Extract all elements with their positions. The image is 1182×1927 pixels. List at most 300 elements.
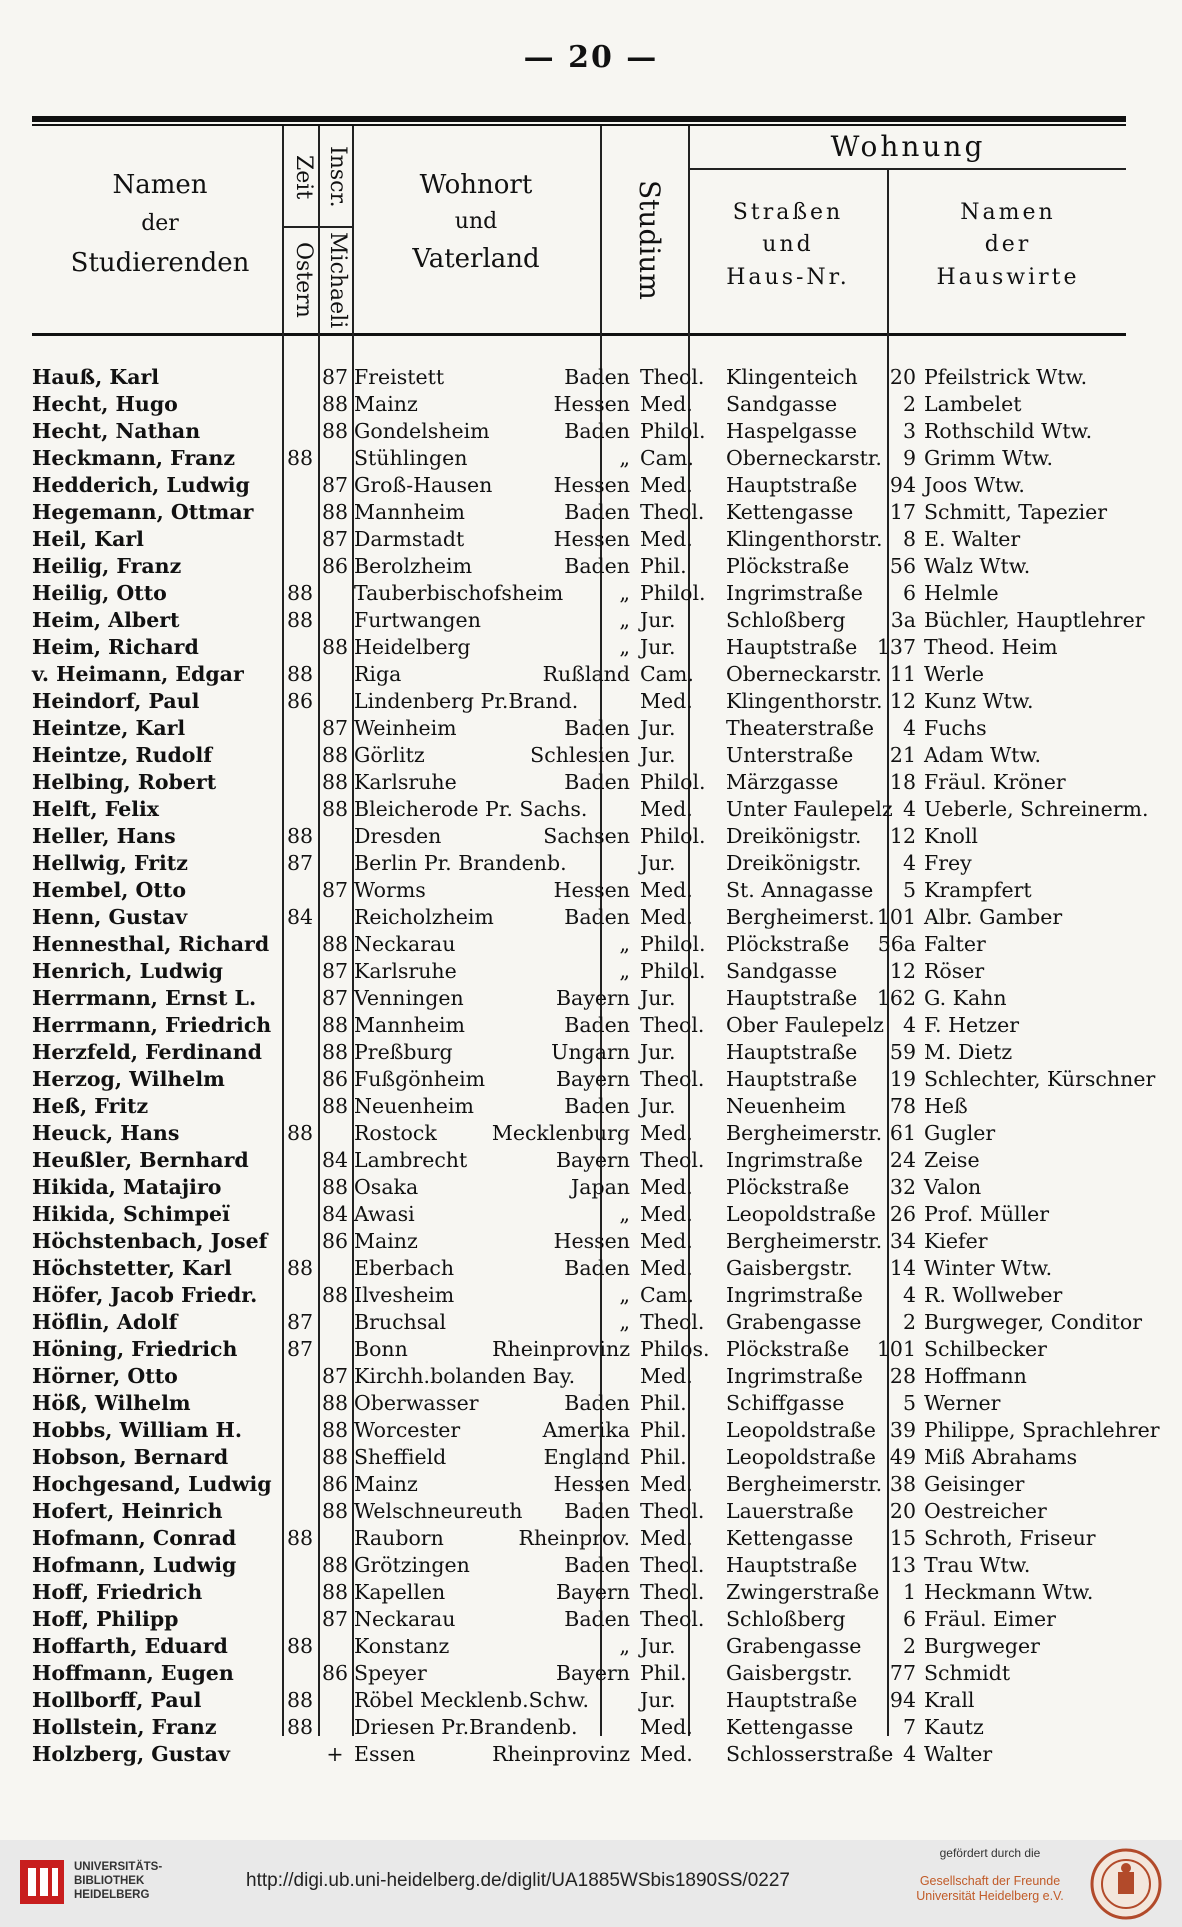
street: Plöckstraße xyxy=(726,1337,850,1361)
street: Plöckstraße xyxy=(726,932,850,956)
field-of-study: Med. xyxy=(640,392,693,416)
home-country: Sachsen xyxy=(543,824,630,848)
street: Leopoldstraße xyxy=(726,1445,876,1469)
street: Gaisbergstr. xyxy=(726,1256,853,1280)
student-name: Heintze, Rudolf xyxy=(32,743,213,767)
table-row xyxy=(32,1120,1132,1147)
inscr-ostern: 88 xyxy=(286,1715,314,1739)
student-name: Hoffarth, Eduard xyxy=(32,1634,228,1658)
hometown: Fußgönheim xyxy=(354,1067,486,1091)
field-of-study: Med. xyxy=(640,1229,693,1253)
header-hauswirte-sub: Hauswirte xyxy=(936,264,1080,290)
street: Oberneckarstr. xyxy=(726,446,882,470)
library-name-line: HEIDELBERG xyxy=(74,1889,150,1901)
home-country: Japan xyxy=(571,1175,630,1199)
field-of-study: Theol. xyxy=(640,1607,705,1631)
hometown: Weinheim xyxy=(354,716,457,740)
inscr-michaeli: 87 xyxy=(321,986,349,1010)
header-wohnort-und: und xyxy=(454,209,498,235)
university-seal-icon xyxy=(1090,1848,1162,1920)
permalink-url[interactable]: http://digi.ub.uni-heidelberg.de/diglit/UA1885WSbis1890SS/0227 xyxy=(246,1870,790,1891)
field-of-study: Phil. xyxy=(640,1661,687,1685)
landlord: E. Walter xyxy=(924,527,1021,551)
inscr-ostern: 87 xyxy=(286,851,314,875)
hometown: Venningen xyxy=(354,986,464,1010)
house-number: 12 xyxy=(889,959,916,983)
field-of-study: Theol. xyxy=(640,365,705,389)
street: Hauptstraße xyxy=(726,635,858,659)
header-ostern: Ostern xyxy=(291,242,316,318)
house-number: 101 xyxy=(876,905,916,929)
table-row xyxy=(32,1012,1132,1039)
home-country: Rheinprov. xyxy=(518,1526,630,1550)
table-row xyxy=(32,607,1145,634)
student-name: Heil, Karl xyxy=(32,527,144,551)
student-name: Hofmann, Ludwig xyxy=(32,1553,237,1577)
home-country: Baden xyxy=(564,500,630,524)
hometown: Mainz xyxy=(354,1229,418,1253)
inscr-ostern: 88 xyxy=(286,581,314,605)
house-number: 56 xyxy=(889,554,916,578)
field-of-study: Theol. xyxy=(640,500,705,524)
hometown: Mainz xyxy=(354,392,418,416)
inscr-michaeli: 88 xyxy=(321,1553,349,1577)
house-number: 18 xyxy=(889,770,916,794)
home-country: Hessen xyxy=(553,527,630,551)
landlord: Fuchs xyxy=(924,716,987,740)
field-of-study: Theol. xyxy=(640,1310,705,1334)
student-name: Hoff, Friedrich xyxy=(32,1580,203,1604)
inscr-ostern: 84 xyxy=(286,905,314,929)
field-of-study: Phil. xyxy=(640,1445,687,1469)
field-of-study: Phil. xyxy=(640,554,687,578)
field-of-study: Jur. xyxy=(640,1688,676,1712)
field-of-study: Jur. xyxy=(640,986,676,1010)
field-of-study: Med. xyxy=(640,1121,693,1145)
street: Ingrimstraße xyxy=(726,1283,863,1307)
home-country: Baden xyxy=(564,419,630,443)
landlord: Theod. Heim xyxy=(924,635,1058,659)
landlord: Schilbecker xyxy=(924,1337,1047,1361)
inscr-ostern: 88 xyxy=(286,608,314,632)
field-of-study: Med. xyxy=(640,905,693,929)
landlord: M. Dietz xyxy=(924,1040,1013,1064)
field-of-study: Med. xyxy=(640,1256,693,1280)
inscr-michaeli: 87 xyxy=(321,878,349,902)
header-strassen-sub: Haus-Nr. xyxy=(726,264,850,290)
inscr-michaeli: 88 xyxy=(321,743,349,767)
table-row xyxy=(32,1498,1132,1525)
landlord: Röser xyxy=(924,959,985,983)
table-row xyxy=(32,742,1132,769)
hometown: Bleicherode Pr. Sachs. xyxy=(354,797,588,821)
street: Ingrimstraße xyxy=(726,1364,863,1388)
inscr-michaeli: 88 xyxy=(321,1013,349,1037)
hometown: Stühlingen xyxy=(354,446,468,470)
landlord: Joos Wtw. xyxy=(924,473,1025,497)
landlord: Grimm Wtw. xyxy=(924,446,1054,470)
house-number: 49 xyxy=(889,1445,916,1469)
inscr-michaeli: 87 xyxy=(321,959,349,983)
street: Bergheimerstr. xyxy=(726,1472,883,1496)
hometown: Essen xyxy=(354,1742,416,1766)
inscr-ostern: 88 xyxy=(286,1688,314,1712)
table-row xyxy=(32,1039,1132,1066)
hometown: Speyer xyxy=(354,1661,427,1685)
table-row xyxy=(32,1390,1132,1417)
hometown: Grötzingen xyxy=(354,1553,470,1577)
table-row xyxy=(32,364,1132,391)
student-name: Höchstenbach, Josef xyxy=(32,1229,268,1253)
student-name: Hollstein, Franz xyxy=(32,1715,217,1739)
inscr-michaeli: 88 xyxy=(321,635,349,659)
table-row xyxy=(32,1309,1142,1336)
student-name: Heuck, Hans xyxy=(32,1121,180,1145)
table-row xyxy=(32,796,1149,823)
landlord: Helmle xyxy=(924,581,999,605)
hometown: Röbel Mecklenb.Schw. xyxy=(354,1688,590,1712)
house-number: 94 xyxy=(889,1688,916,1712)
student-name: Hikida, Schimpeï xyxy=(32,1202,230,1226)
field-of-study: Med. xyxy=(640,878,693,902)
inscr-michaeli: 88 xyxy=(321,797,349,821)
landlord: Kiefer xyxy=(924,1229,988,1253)
hometown: Neuenheim xyxy=(354,1094,474,1118)
student-name: Höning, Friedrich xyxy=(32,1337,238,1361)
house-number: 5 xyxy=(902,1391,916,1415)
student-name: Heindorf, Paul xyxy=(32,689,200,713)
table-row xyxy=(32,1714,1132,1741)
inscr-michaeli: 84 xyxy=(321,1202,349,1226)
table-row xyxy=(32,1444,1132,1471)
header-namen-sub: Studierenden xyxy=(70,247,250,278)
landlord: F. Hetzer xyxy=(924,1013,1020,1037)
home-country: Rheinprovinz xyxy=(492,1742,630,1766)
house-number: 17 xyxy=(889,500,916,524)
student-name: Heilig, Franz xyxy=(32,554,182,578)
street: Grabengasse xyxy=(726,1310,862,1334)
field-of-study: Jur. xyxy=(640,608,676,632)
house-number: 7 xyxy=(902,1715,916,1739)
field-of-study: Jur. xyxy=(640,1040,676,1064)
sponsor-name-line: Universität Heidelberg e.V. xyxy=(916,1889,1064,1903)
library-name-line: BIBLIOTHEK xyxy=(74,1875,145,1887)
street: Ober Faulepelz xyxy=(726,1013,884,1037)
house-number: 5 xyxy=(902,878,916,902)
home-country: Bayern xyxy=(555,986,630,1010)
street: Hauptstraße xyxy=(726,1067,858,1091)
field-of-study: Phil. xyxy=(640,1391,687,1415)
house-number: 32 xyxy=(889,1175,916,1199)
inscr-michaeli: 87 xyxy=(321,1607,349,1631)
sponsor-intro: gefördert durch die xyxy=(939,1846,1041,1860)
street: Lauerstraße xyxy=(726,1499,854,1523)
house-number: 13 xyxy=(889,1553,916,1577)
house-number: 2 xyxy=(902,392,916,416)
field-of-study: Cam. xyxy=(640,662,694,686)
header-wohnort-title: Wohnort xyxy=(419,170,533,200)
landlord: Heckmann Wtw. xyxy=(924,1580,1094,1604)
student-name: Helft, Felix xyxy=(32,797,160,821)
home-country: Schlesien xyxy=(530,743,630,767)
street: Dreikönigstr. xyxy=(726,824,862,848)
landlord: G. Kahn xyxy=(924,986,1007,1010)
home-country: „ xyxy=(619,1202,630,1226)
table-row xyxy=(32,499,1132,526)
inscr-michaeli: 86 xyxy=(321,1661,349,1685)
landlord: Schroth, Friseur xyxy=(924,1526,1096,1550)
table-row xyxy=(32,877,1132,904)
field-of-study: Philol. xyxy=(640,581,706,605)
home-country: Bayern xyxy=(555,1148,630,1172)
inscr-michaeli: 88 xyxy=(321,1418,349,1442)
hometown: Berolzheim xyxy=(354,554,473,578)
inscr-michaeli: 88 xyxy=(321,1094,349,1118)
student-name: Hoffmann, Eugen xyxy=(32,1661,234,1685)
home-country: Baden xyxy=(564,716,630,740)
hometown: Mannheim xyxy=(354,500,465,524)
table-row xyxy=(32,1606,1132,1633)
library-logo[interactable] xyxy=(18,1852,188,1914)
sponsor-name xyxy=(915,1874,1065,1904)
header-wohnort xyxy=(356,170,596,275)
home-country: Bayern xyxy=(555,1661,630,1685)
street: Märzgasse xyxy=(726,770,839,794)
field-of-study: Philol. xyxy=(640,959,706,983)
inscr-michaeli: 84 xyxy=(321,1148,349,1172)
table-row xyxy=(32,1417,1160,1444)
hometown: Mannheim xyxy=(354,1013,465,1037)
home-country: Baden xyxy=(564,1094,630,1118)
house-number: 3a xyxy=(890,608,916,632)
inscr-michaeli: 86 xyxy=(321,1229,349,1253)
hometown: Heidelberg xyxy=(354,635,471,659)
house-number: 94 xyxy=(889,473,916,497)
house-number: 4 xyxy=(902,1013,916,1037)
street: Hauptstraße xyxy=(726,1040,858,1064)
field-of-study: Cam. xyxy=(640,1283,694,1307)
student-name: Heß, Fritz xyxy=(32,1094,149,1118)
inscr-michaeli: 88 xyxy=(321,770,349,794)
table-row xyxy=(32,715,1132,742)
house-number: 34 xyxy=(889,1229,916,1253)
sponsor-name-line: Gesellschaft der Freunde xyxy=(919,1874,1061,1888)
house-number: 61 xyxy=(889,1121,916,1145)
table-row xyxy=(32,850,1132,877)
student-name: Hofmann, Conrad xyxy=(32,1526,237,1550)
hometown: Konstanz xyxy=(354,1634,450,1658)
header-inscr: Inscr. xyxy=(325,146,350,208)
table-row xyxy=(32,1201,1132,1228)
header-studium: Studium xyxy=(633,180,666,300)
house-number: 38 xyxy=(889,1472,916,1496)
landlord: Rothschild Wtw. xyxy=(924,419,1093,443)
field-of-study: Jur. xyxy=(640,1094,676,1118)
hometown: Kirchh.bolanden Bay. xyxy=(354,1364,576,1388)
landlord: Burgweger, Conditor xyxy=(924,1310,1142,1334)
landlord: Walz Wtw. xyxy=(924,554,1031,578)
hometown: Neckarau xyxy=(354,1607,456,1631)
header-rule-top xyxy=(32,116,1126,122)
home-country: Baden xyxy=(564,1607,630,1631)
home-country: Rußland xyxy=(542,662,630,686)
student-name: Herrmann, Friedrich xyxy=(32,1013,272,1037)
hometown: Dresden xyxy=(354,824,442,848)
table-row xyxy=(32,688,1132,715)
student-name: Hecht, Hugo xyxy=(32,392,178,416)
home-country: Amerika xyxy=(542,1418,630,1442)
street: Kettengasse xyxy=(726,1715,854,1739)
landlord: Kautz xyxy=(924,1715,984,1739)
sponsor-block[interactable] xyxy=(915,1846,1065,1904)
home-country: Baden xyxy=(564,1391,630,1415)
house-number: 8 xyxy=(902,527,916,551)
field-of-study: Philos. xyxy=(640,1337,710,1361)
street: Haspelgasse xyxy=(726,419,857,443)
home-country: Hessen xyxy=(553,1229,630,1253)
inscr-ostern: 88 xyxy=(286,824,314,848)
home-country: Hessen xyxy=(553,1472,630,1496)
house-number: 4 xyxy=(902,716,916,740)
street: Klingenthorstr. xyxy=(726,689,883,713)
home-country: Baden xyxy=(564,365,630,389)
table-row xyxy=(32,769,1132,796)
table-row xyxy=(32,958,1132,985)
street: Kettengasse xyxy=(726,500,854,524)
home-country: „ xyxy=(619,1283,630,1307)
field-of-study: Theol. xyxy=(640,1067,705,1091)
landlord: Miß Abrahams xyxy=(924,1445,1078,1469)
house-number: 6 xyxy=(902,1607,916,1631)
hometown: Görlitz xyxy=(354,743,425,767)
field-of-study: Med. xyxy=(640,1472,693,1496)
street: Bergheimerst. xyxy=(726,905,875,929)
inscr-ostern: 88 xyxy=(286,1634,314,1658)
landlord: Burgweger xyxy=(924,1634,1040,1658)
inscr-michaeli: 87 xyxy=(321,473,349,497)
table-row xyxy=(32,472,1132,499)
inscr-divider xyxy=(282,226,352,228)
table-row xyxy=(32,445,1132,472)
inscr-michaeli: 86 xyxy=(321,554,349,578)
table-row xyxy=(32,1687,1132,1714)
student-name: Hörner, Otto xyxy=(32,1364,178,1388)
street: Leopoldstraße xyxy=(726,1202,876,1226)
inscr-ostern: 87 xyxy=(286,1337,314,1361)
landlord: Werle xyxy=(924,662,985,686)
hometown: Oberwasser xyxy=(354,1391,479,1415)
house-number: 3 xyxy=(902,419,916,443)
field-of-study: Med. xyxy=(640,1202,693,1226)
landlord: Schmidt xyxy=(924,1661,1011,1685)
street: Unter Faulepelz xyxy=(726,797,893,821)
inscr-michaeli: 87 xyxy=(321,527,349,551)
home-country: Baden xyxy=(564,1499,630,1523)
field-of-study: Jur. xyxy=(640,635,676,659)
street: Oberneckarstr. xyxy=(726,662,882,686)
home-country: Rheinprovinz xyxy=(492,1337,630,1361)
student-name: Hellwig, Fritz xyxy=(32,851,188,875)
hometown: Welschneureuth xyxy=(354,1499,523,1523)
inscr-michaeli: 88 xyxy=(321,1580,349,1604)
inscr-michaeli: 87 xyxy=(321,365,349,389)
house-number: 4 xyxy=(902,1283,916,1307)
table-row xyxy=(32,1552,1132,1579)
library-name-line: UNIVERSITÄTS- xyxy=(74,1861,163,1873)
inscr-michaeli: 88 xyxy=(321,1391,349,1415)
landlord: Lambelet xyxy=(924,392,1022,416)
table-row xyxy=(32,580,1132,607)
street: Bergheimerstr. xyxy=(726,1121,883,1145)
home-country: „ xyxy=(619,635,630,659)
street: Hauptstraße xyxy=(726,473,858,497)
home-country: „ xyxy=(619,1634,630,1658)
inscr-michaeli: + xyxy=(326,1742,344,1766)
field-of-study: Med. xyxy=(640,1364,693,1388)
student-name: Hoff, Philipp xyxy=(32,1607,179,1631)
home-country: Baden xyxy=(564,554,630,578)
hometown: Bonn xyxy=(354,1337,408,1361)
landlord: Ueberle, Schreinerm. xyxy=(924,797,1149,821)
student-name: Höchstetter, Karl xyxy=(32,1256,232,1280)
field-of-study: Cam. xyxy=(640,446,694,470)
inscr-ostern: 88 xyxy=(286,1256,314,1280)
street: Klingenthorstr. xyxy=(726,527,883,551)
field-of-study: Jur. xyxy=(640,851,676,875)
home-country: „ xyxy=(619,959,630,983)
house-number: 56a xyxy=(877,932,916,956)
student-name: Heim, Richard xyxy=(32,635,199,659)
table-row xyxy=(32,1282,1132,1309)
street: Theaterstraße xyxy=(726,716,875,740)
table-row xyxy=(32,1363,1132,1390)
header-namen-der: der xyxy=(141,211,179,237)
street: Sandgasse xyxy=(726,392,838,416)
student-name: Heim, Albert xyxy=(32,608,180,632)
field-of-study: Med. xyxy=(640,797,693,821)
inscr-michaeli: 88 xyxy=(321,1040,349,1064)
field-of-study: Theol. xyxy=(640,1148,705,1172)
home-country: Baden xyxy=(564,1013,630,1037)
student-name: Holzberg, Gustav xyxy=(32,1742,230,1766)
hometown: Furtwangen xyxy=(354,608,481,632)
header-strassen xyxy=(690,200,886,291)
header-hauswirte-der: der xyxy=(984,232,1032,258)
field-of-study: Med. xyxy=(640,527,693,551)
student-name: Heckmann, Franz xyxy=(32,446,235,470)
home-country: Hessen xyxy=(553,878,630,902)
header-namen-title: Namen xyxy=(112,170,208,200)
student-name: Hobson, Bernard xyxy=(32,1445,229,1469)
hometown: Gondelsheim xyxy=(354,419,490,443)
house-number: 1 xyxy=(902,1580,916,1604)
landlord: Walter xyxy=(924,1742,993,1766)
street: Kettengasse xyxy=(726,1526,854,1550)
hometown: Lindenberg Pr.Brand. xyxy=(354,689,579,713)
table-row xyxy=(32,985,1132,1012)
street: Hauptstraße xyxy=(726,986,858,1010)
header-hauswirte-title: Namen xyxy=(960,200,1056,225)
house-number: 14 xyxy=(889,1256,916,1280)
hometown: Eberbach xyxy=(354,1256,455,1280)
table-row xyxy=(32,1633,1132,1660)
inscr-ostern: 87 xyxy=(286,1310,314,1334)
student-name: Heintze, Karl xyxy=(32,716,186,740)
house-number: 59 xyxy=(889,1040,916,1064)
landlord: Krall xyxy=(924,1688,975,1712)
student-name: Herzfeld, Ferdinand xyxy=(32,1040,262,1064)
landlord: Winter Wtw. xyxy=(924,1256,1053,1280)
